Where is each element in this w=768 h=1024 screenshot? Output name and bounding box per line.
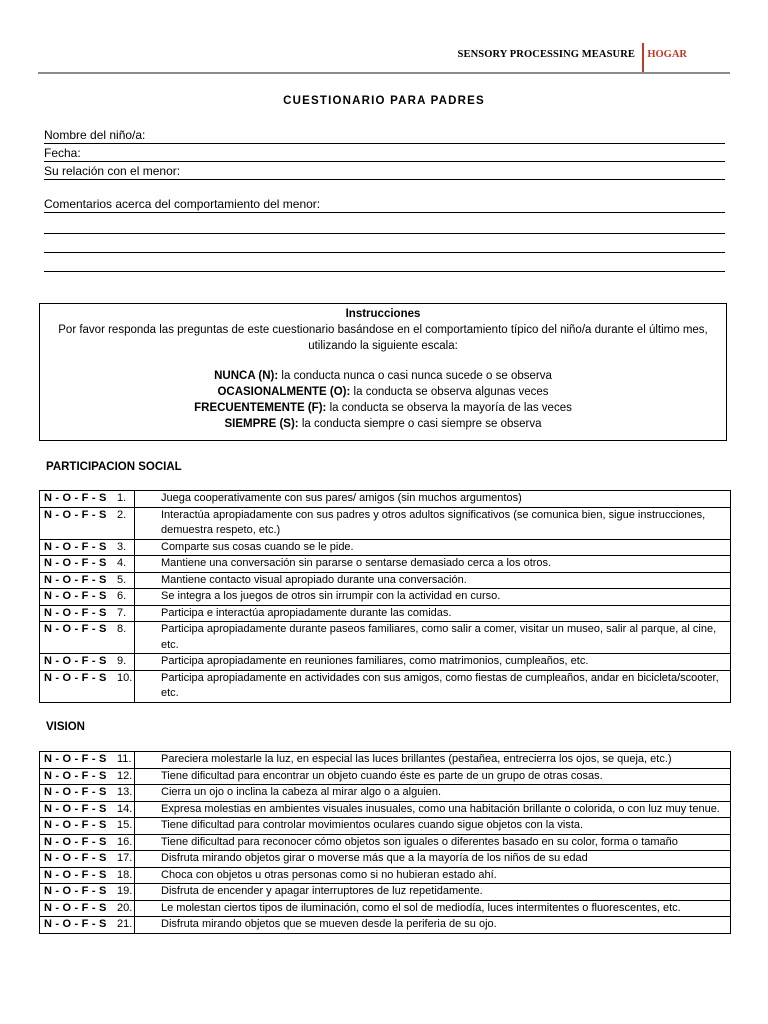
item-number: 13. (117, 786, 133, 798)
item-text: Interactúa apropiadamente con sus padres y otros adultos significativos (se comunica bien, sigue instrucciones, demuestra respeto, etc.) (161, 508, 706, 536)
section-title: PARTICIPACION SOCIAL (46, 461, 182, 473)
item-cell (117, 556, 731, 573)
item-cell (117, 834, 731, 851)
instructions-line: utilizando la siguiente escala: (308, 340, 458, 352)
table-row (40, 834, 731, 851)
table-row (40, 768, 731, 785)
item-text: Participa e interactúa apropiadamente durante las comidas. (161, 606, 452, 619)
rating-scale-cell[interactable]: N - O - F - S (40, 834, 135, 851)
item-number: 14. (117, 802, 133, 815)
comments-line[interactable] (44, 232, 725, 234)
rating-scale-cell[interactable]: N - O - F - S (40, 670, 135, 702)
item-cell (117, 507, 731, 539)
rating-scale-cell[interactable]: N - O - F - S (40, 572, 135, 589)
rating-scale-cell[interactable]: N - O - F - S (40, 654, 135, 671)
item-text: Tiene dificultad para encontrar un objeto cuando éste es parte de un grupo de otras cosas. (161, 769, 603, 782)
table-row (40, 801, 731, 818)
rating-scale-cell[interactable]: N - O - F - S (40, 867, 135, 884)
item-text: Participa apropiadamente en actividades con sus amigos, como fiestas de cumpleaños, andar en bicicleta/scooter, etc. (161, 671, 719, 699)
item-text: Disfruta de encender y apagar interruptores de luz repetidamente. (161, 885, 483, 897)
item-text: Comparte sus cosas cuando se le pide. (161, 540, 354, 553)
item-number: 3. (117, 540, 127, 553)
table-row (40, 851, 731, 868)
social-participation-table (39, 490, 731, 703)
item-text: Disfruta mirando objetos girar o moverse más que a la mayoría de los niños de su edad (161, 852, 588, 864)
item-number: 2. (117, 508, 127, 521)
table-row (40, 556, 731, 573)
rating-scale-cell[interactable]: N - O - F - S (40, 917, 135, 934)
item-cell (117, 917, 731, 934)
table-row (40, 785, 731, 802)
item-number: 6. (117, 590, 127, 602)
table-row (40, 818, 731, 835)
item-cell (117, 491, 731, 508)
item-cell (117, 884, 731, 901)
rating-scale-cell[interactable]: N - O - F - S (40, 752, 135, 769)
item-number: 10. (117, 671, 133, 684)
vision-table (39, 751, 731, 934)
item-text: Se integra a los juegos de otros sin irrumpir con la actividad en curso. (161, 590, 501, 602)
item-number: 21. (117, 918, 133, 930)
table-row (40, 622, 731, 654)
item-number: 7. (117, 606, 127, 619)
item-number: 1. (117, 492, 127, 504)
header-separator (642, 43, 644, 73)
rating-scale-cell[interactable]: N - O - F - S (40, 884, 135, 901)
item-text: Participa apropiadamente durante paseos familiares, como salir a comer, visitar un museo, salir al parque, al cine, etc. (161, 623, 717, 651)
item-cell (117, 768, 731, 785)
date-field[interactable] (44, 145, 725, 162)
header-section: HOGAR (647, 49, 687, 60)
item-cell (117, 867, 731, 884)
table-row (40, 917, 731, 934)
item-number: 18. (117, 868, 133, 881)
rating-scale-cell[interactable]: N - O - F - S (40, 785, 135, 802)
rating-scale-cell[interactable]: N - O - F - S (40, 851, 135, 868)
item-cell (117, 752, 731, 769)
item-text: Expresa molestias en ambientes visuales inusuales, como una habitación brillante o colorida, o con luz muy tenue. (161, 802, 720, 815)
item-number: 19. (117, 885, 133, 897)
scale-entry: OCASIONALMENTE (O): la conducta se observa algunas veces (217, 386, 549, 398)
table-row (40, 507, 731, 539)
page-header (40, 43, 728, 73)
table-row (40, 900, 731, 917)
table-row (40, 491, 731, 508)
table-row (40, 589, 731, 606)
item-text: Mantiene una conversación sin pararse o sentarse demasiado cerca a los otros. (161, 557, 552, 569)
header-divider (38, 72, 730, 74)
item-number: 15. (117, 819, 133, 831)
section-title: VISION (46, 721, 85, 733)
rating-scale-cell[interactable]: N - O - F - S (40, 605, 135, 622)
item-number: 8. (117, 623, 127, 635)
table-row (40, 539, 731, 556)
table-row (40, 670, 731, 702)
item-number: 9. (117, 655, 127, 667)
item-text: Tiene dificultad para reconocer cómo objetos son iguales o diferentes basado en su color, forma o tamaño (161, 835, 678, 848)
item-cell (117, 539, 731, 556)
rating-scale-cell[interactable]: N - O - F - S (40, 818, 135, 835)
rating-scale-cell[interactable]: N - O - F - S (40, 801, 135, 818)
comments-label: Comentarios acerca del comportamiento del menor: (44, 197, 321, 211)
rating-scale-cell[interactable]: N - O - F - S (40, 622, 135, 654)
item-cell (117, 851, 731, 868)
scale-entry: NUNCA (N): la conducta nunca o casi nunca sucede o se observa (214, 370, 552, 382)
instructions-title: Instrucciones (345, 308, 421, 320)
table-row (40, 867, 731, 884)
item-text: Cierra un ojo o inclina la cabeza al mirar algo o a alguien. (161, 786, 442, 798)
item-text: Pareciera molestarle la luz, en especial las luces brillantes (pestañea, entrecierra los ojos, se queja, etc.) (161, 753, 672, 765)
item-number: 12. (117, 769, 133, 782)
instructions-box (39, 303, 727, 441)
child-name-label: Nombre del niño/a: (44, 128, 146, 142)
item-cell (117, 605, 731, 622)
rating-scale-cell[interactable]: N - O - F - S (40, 556, 135, 573)
item-text: Tiene dificultad para controlar movimientos oculares cuando sigue objetos con la vista. (161, 819, 584, 831)
item-cell (117, 572, 731, 589)
item-text: Disfruta mirando objetos que se mueven desde la periferia de su ojo. (161, 918, 497, 930)
relation-field[interactable] (44, 163, 725, 180)
comments-line[interactable] (44, 270, 725, 272)
rating-scale-cell[interactable]: N - O - F - S (40, 539, 135, 556)
table-row (40, 605, 731, 622)
item-cell (117, 900, 731, 917)
item-cell (117, 670, 731, 702)
table-row (40, 752, 731, 769)
table-row (40, 654, 731, 671)
item-text: Juega cooperativamente con sus pares/ amigos (sin muchos argumentos) (161, 492, 522, 504)
item-cell (117, 818, 731, 835)
table-row (40, 884, 731, 901)
date-label: Fecha: (44, 146, 81, 160)
item-text: Participa apropiadamente en reuniones familiares, como matrimonios, cumpleaños, etc. (161, 655, 589, 667)
table-row (40, 572, 731, 589)
instructions-line: Por favor responda las preguntas de este cuestionario basándose en el comportamiento típico del niño/a durante el último mes, (58, 324, 708, 336)
relation-label: Su relación con el menor: (44, 164, 181, 178)
child-name-field[interactable] (44, 127, 725, 144)
item-cell (117, 622, 731, 654)
comments-line[interactable] (44, 251, 725, 253)
rating-scale-cell[interactable]: N - O - F - S (40, 507, 135, 539)
item-number: 20. (117, 901, 133, 914)
rating-scale-cell[interactable]: N - O - F - S (40, 491, 135, 508)
item-number: 16. (117, 835, 133, 848)
item-cell (117, 785, 731, 802)
scale-entry: SIEMPRE (S): la conducta siempre o casi siempre se observa (224, 418, 542, 430)
item-number: 17. (117, 852, 133, 864)
rating-scale-cell[interactable]: N - O - F - S (40, 900, 135, 917)
item-number: 4. (117, 557, 127, 569)
header-title: SENSORY PROCESSING MEASURE (457, 49, 635, 60)
rating-scale-cell[interactable]: N - O - F - S (40, 768, 135, 785)
document-title: CUESTIONARIO PARA PADRES (283, 95, 485, 107)
item-number: 11. (117, 753, 132, 765)
comments-field[interactable] (44, 196, 725, 213)
scale-entry: FRECUENTEMENTE (F): la conducta se observa la mayoría de las veces (194, 402, 572, 414)
item-cell (117, 589, 731, 606)
item-number: 5. (117, 573, 127, 586)
item-text: Mantiene contacto visual apropiado durante una conversación. (161, 573, 467, 586)
item-text: Le molestan ciertos tipos de iluminación, como el sol de mediodía, luces intermitentes o fluorescentes, etc. (161, 901, 681, 914)
item-cell (117, 654, 731, 671)
item-text: Choca con objetos u otras personas como si no hubieran estado ahí. (161, 868, 497, 881)
item-cell (117, 801, 731, 818)
rating-scale-cell[interactable]: N - O - F - S (40, 589, 135, 606)
